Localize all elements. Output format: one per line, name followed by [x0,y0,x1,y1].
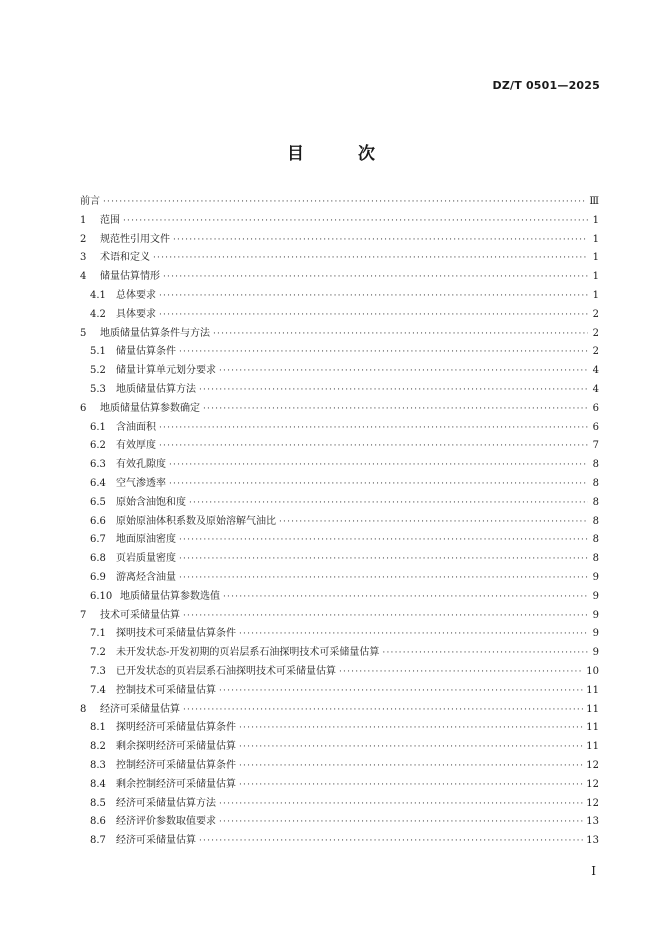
toc-entry-number: 6.7 [90,534,106,546]
toc-entry-title: 技术可采储量估算 [100,609,180,621]
toc-entry-page: 8 [592,477,599,489]
toc-entry-title: 含油面积 [116,421,156,433]
toc-entry-page: 9 [592,609,599,621]
toc-entry[interactable] [80,400,599,419]
toc-entry-page: 8 [592,534,599,546]
toc-leader-dots [179,550,588,569]
toc-entry[interactable] [80,325,599,344]
toc-entry-title: 储量计算单元划分要求 [116,365,216,377]
toc-leader-dots [169,475,588,494]
toc-entry[interactable] [80,738,599,757]
toc-entry[interactable] [80,231,599,250]
toc-entry-page: 8 [592,496,599,508]
toc-leader-dots [219,362,588,381]
toc-entry-page: 2 [592,308,599,320]
toc-entry-title: 控制经济可采储量估算条件 [116,759,236,771]
toc-leader-dots [123,212,588,231]
toc-entry-title: 页岩质量密度 [116,553,176,565]
toc-entry-title: 游离烃含油量 [116,571,176,583]
toc-entry-number: 5.3 [90,383,106,395]
toc-leader-dots [159,287,588,306]
toc-leader-dots [203,400,588,419]
toc-entry-title: 探明经济可采储量估算条件 [116,722,236,734]
toc-entry-number: 6.1 [90,421,106,433]
toc-entry-title: 有效厚度 [116,440,156,452]
toc-entry-page: 4 [592,383,599,395]
toc-entry[interactable] [80,494,599,513]
toc-entry[interactable] [80,757,599,776]
toc-entry-page: 13 [586,835,599,847]
toc-leader-dots [189,494,588,513]
toc-entry-number: 6.8 [90,553,106,565]
toc-entry-number: 4 [80,271,87,283]
toc-entry-title: 空气渗透率 [116,477,166,489]
toc-leader-dots [159,437,588,456]
toc-entry-number: 7 [80,609,87,621]
toc-entry-number: 7.1 [90,628,106,640]
toc-entry-page: 8 [592,515,599,527]
toc-entry-page: 9 [592,571,599,583]
toc-entry-number: 8.3 [90,759,106,771]
toc-entry-page: 8 [592,553,599,565]
toc-entry-title: 地质储量估算参数选值 [120,590,220,602]
toc-entry-number: 8 [80,703,87,715]
toc-entry-title: 储量估算情形 [100,271,160,283]
toc-entry-number: 5.2 [90,365,106,377]
toc-leader-dots [239,738,583,757]
toc-entry-number: 1 [80,214,87,226]
toc-leader-dots [219,682,583,701]
page-title: 目 次 [287,144,399,164]
toc-entry[interactable] [80,701,599,720]
toc-entry-title: 前言 [80,196,100,207]
toc-entry-page: 9 [592,590,599,602]
toc-entry[interactable] [80,776,599,795]
toc-entry-title: 未开发状态-开发初期的页岩层系石油探明技术可采储量估算 [116,647,380,659]
toc-entry[interactable] [80,719,599,738]
toc-leader-dots [199,381,588,400]
toc-entry[interactable] [80,381,599,400]
toc-leader-dots [159,306,588,325]
toc-entry-page: 11 [586,684,599,696]
toc-leader-dots [239,776,583,795]
toc-entry[interactable] [80,531,599,550]
toc-leader-dots [173,231,588,250]
toc-entry-page: 2 [592,327,599,339]
toc-entry-title: 剩余探明经济可采储量估算 [116,741,236,753]
toc-entry-number: 8.2 [90,741,106,753]
toc-entry[interactable] [80,475,599,494]
toc-entry[interactable] [80,625,599,644]
toc-entry-title: 术语和定义 [100,252,150,264]
toc-entry-title: 原始含油饱和度 [116,496,186,508]
toc-entry-page: 8 [592,459,599,471]
toc-entry[interactable] [80,287,599,306]
toc-entry-page: 9 [592,647,599,659]
toc-entry-page: 11 [586,722,599,734]
toc-entry[interactable] [80,795,599,814]
toc-entry-title: 规范性引用文件 [100,233,170,245]
toc-entry-number: 8.7 [90,835,106,847]
toc-entry-title: 探明技术可采储量估算条件 [116,628,236,640]
toc-entry-number: 8.1 [90,722,106,734]
toc-entry-number: 8.5 [90,797,106,809]
toc-leader-dots [213,325,588,344]
toc-entry-title: 经济可采储量估算 [100,703,180,715]
toc-entry-number: 5.1 [90,346,106,358]
toc-leader-dots [219,813,583,832]
toc-entry-number: 6.5 [90,496,106,508]
toc-leader-dots [239,719,583,738]
toc-entry-page: 11 [586,741,599,753]
toc-entry-page: 6 [592,402,599,414]
toc-entry-number: 8.6 [90,816,106,828]
toc-entry-title: 地质储量估算参数确定 [100,402,200,414]
toc-entry-page: 1 [592,252,599,264]
toc-entry-number: 4.1 [90,289,106,301]
toc-entry-title: 已开发状态的页岩层系石油探明技术可采储量估算 [116,665,336,677]
toc-entry[interactable] [80,306,599,325]
toc-entry-number: 6.6 [90,515,106,527]
toc-entry-page: 9 [592,628,599,640]
toc-entry[interactable] [80,588,599,607]
toc-leader-dots [382,644,588,663]
toc-entry-number: 7.3 [90,665,106,677]
toc-leader-dots [219,795,583,814]
toc-entry[interactable] [80,682,599,701]
toc-entry[interactable] [80,419,599,438]
toc-entry-title: 储量估算条件 [116,346,176,358]
toc-entry-number: 6.9 [90,571,106,583]
toc-entry[interactable] [80,249,599,268]
toc-leader-dots [163,268,588,287]
toc-entry-number: 5 [80,327,87,339]
toc-entry[interactable] [80,193,599,212]
toc-entry-page: Ⅲ [589,196,599,207]
toc-entry-title: 控制技术可采储量估算 [116,684,216,696]
toc-entry[interactable] [80,362,599,381]
toc-leader-dots [279,513,588,532]
toc-entry-page: 13 [586,816,599,828]
toc-entry-number: 3 [80,252,87,264]
toc-entry[interactable] [80,513,599,532]
toc-entry-page: 4 [592,365,599,377]
toc-entry-page: 12 [586,778,599,790]
toc-leader-dots [169,456,588,475]
toc-entry[interactable] [80,437,599,456]
toc-entry-number: 6.2 [90,440,106,452]
toc-entry-title: 经济可采储量估算方法 [116,797,216,809]
toc-entry[interactable] [80,832,599,851]
toc-entry-title: 经济可采储量估算 [116,835,196,847]
toc-entry-title: 地质储量估算方法 [116,383,196,395]
toc-entry-page: 12 [586,759,599,771]
toc-entry-page: 7 [592,440,599,452]
toc-entry[interactable] [80,607,599,626]
toc-entry-page: 6 [592,421,599,433]
toc-entry-page: 1 [592,214,599,226]
toc-entry[interactable] [80,456,599,475]
toc-entry[interactable] [80,212,599,231]
toc-entry[interactable] [80,813,599,832]
toc-entry[interactable] [80,663,599,682]
toc-entry[interactable] [80,268,599,287]
toc-entry[interactable] [80,644,599,663]
toc-leader-dots [223,588,588,607]
table-of-contents [80,193,599,851]
toc-leader-dots [153,249,588,268]
toc-entry-page: 12 [586,797,599,809]
toc-entry-page: 1 [592,289,599,301]
toc-leader-dots [103,193,586,212]
toc-leader-dots [199,832,583,851]
toc-entry-page: 1 [592,271,599,283]
toc-entry-number: 6 [80,402,87,414]
toc-entry-title: 原始原油体积系数及原始溶解气油比 [116,515,276,527]
toc-entry[interactable] [80,343,599,362]
toc-entry-title: 总体要求 [116,289,156,301]
toc-entry-number: 6.10 [90,590,113,602]
document-code: DZ/T 0501—2025 [492,79,600,92]
toc-entry[interactable] [80,569,599,588]
toc-entry-title: 有效孔隙度 [116,459,166,471]
toc-leader-dots [183,701,583,720]
toc-leader-dots [239,757,583,776]
toc-entry-number: 4.2 [90,308,106,320]
toc-entry-number: 7.2 [90,647,106,659]
toc-entry-title: 经济评价参数取值要求 [116,816,216,828]
toc-entry-number: 8.4 [90,778,106,790]
toc-entry-number: 2 [80,233,87,245]
toc-leader-dots [159,419,588,438]
toc-entry-page: 1 [592,233,599,245]
toc-entry-page: 11 [586,703,599,715]
toc-leader-dots [179,569,588,588]
toc-entry-number: 6.3 [90,459,106,471]
toc-leader-dots [179,343,588,362]
toc-entry-title: 剩余控制经济可采储量估算 [116,778,236,790]
toc-entry-title: 地面原油密度 [116,534,176,546]
page-number: I [591,864,596,878]
toc-entry-page: 10 [586,665,599,677]
toc-leader-dots [179,531,588,550]
toc-entry-number: 6.4 [90,477,106,489]
toc-entry[interactable] [80,550,599,569]
toc-entry-page: 2 [592,346,599,358]
toc-entry-title: 范围 [100,214,120,226]
toc-entry-number: 7.4 [90,684,106,696]
toc-entry-title: 具体要求 [116,308,156,320]
toc-leader-dots [183,607,588,626]
toc-leader-dots [239,625,588,644]
toc-entry-title: 地质储量估算条件与方法 [100,327,210,339]
toc-leader-dots [339,663,583,682]
